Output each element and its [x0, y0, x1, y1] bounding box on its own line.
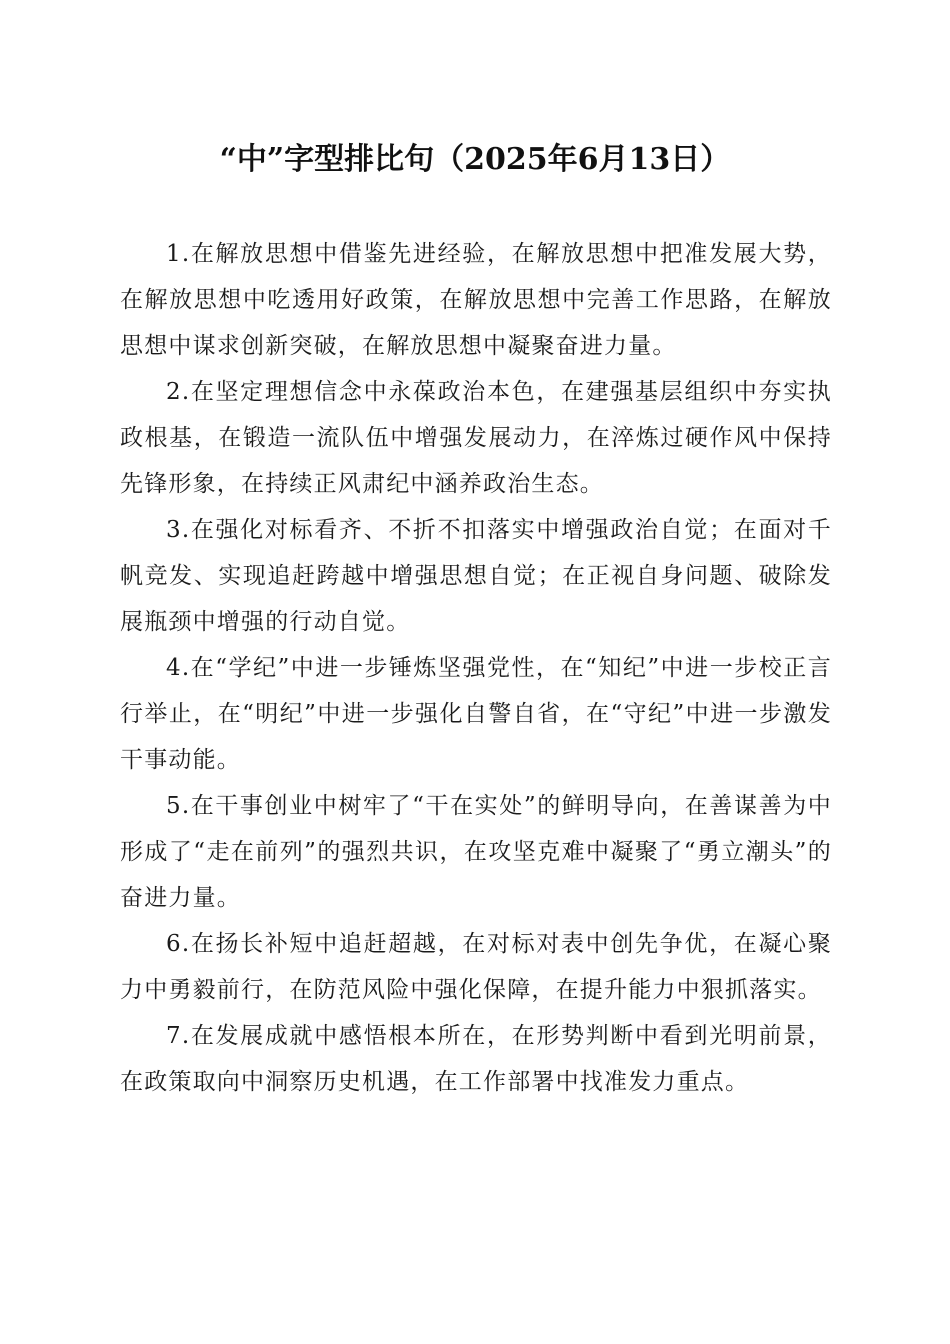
paragraph-4: 4.在“学纪”中进一步锤炼坚强党性，在“知纪”中进一步校正言行举止，在“明纪”中进一步强化自警自省，在“守纪”中进一步激发干事动能。	[120, 655, 832, 773]
document-body	[120, 231, 832, 1105]
paragraph-2: 2.在坚定理想信念中永葆政治本色，在建强基层组织中夯实执政根基，在锻造一流队伍中增强发展动力，在淬炼过硬作风中保持先锋形象，在持续正风肃纪中涵养政治生态。	[120, 379, 832, 497]
paragraph-7: 7.在发展成就中感悟根本所在，在形势判断中看到光明前景，在政策取向中洞察历史机遇，在工作部署中找准发力重点。	[120, 1023, 832, 1095]
paragraph-3: 3.在强化对标看齐、不折不扣落实中增强政治自觉；在面对千帆竞发、实现追赶跨越中增强思想自觉；在正视自身问题、破除发展瓶颈中增强的行动自觉。	[120, 517, 832, 635]
document-title: “中”字型排比句（2025年6月13日）	[219, 142, 731, 177]
paragraph-5: 5.在干事创业中树牢了“干在实处”的鲜明导向，在善谋善为中形成了“走在前列”的强烈共识，在攻坚克难中凝聚了“勇立潮头”的奋进力量。	[120, 793, 832, 911]
paragraph-1: 1.在解放思想中借鉴先进经验，在解放思想中把准发展大势，在解放思想中吃透用好政策，在解放思想中完善工作思路，在解放思想中谋求创新突破，在解放思想中凝聚奋进力量。	[120, 241, 832, 359]
paragraph-6: 6.在扬长补短中追赶超越，在对标对表中创先争优，在凝心聚力中勇毅前行，在防范风险中强化保障，在提升能力中狠抓落实。	[120, 931, 832, 1003]
